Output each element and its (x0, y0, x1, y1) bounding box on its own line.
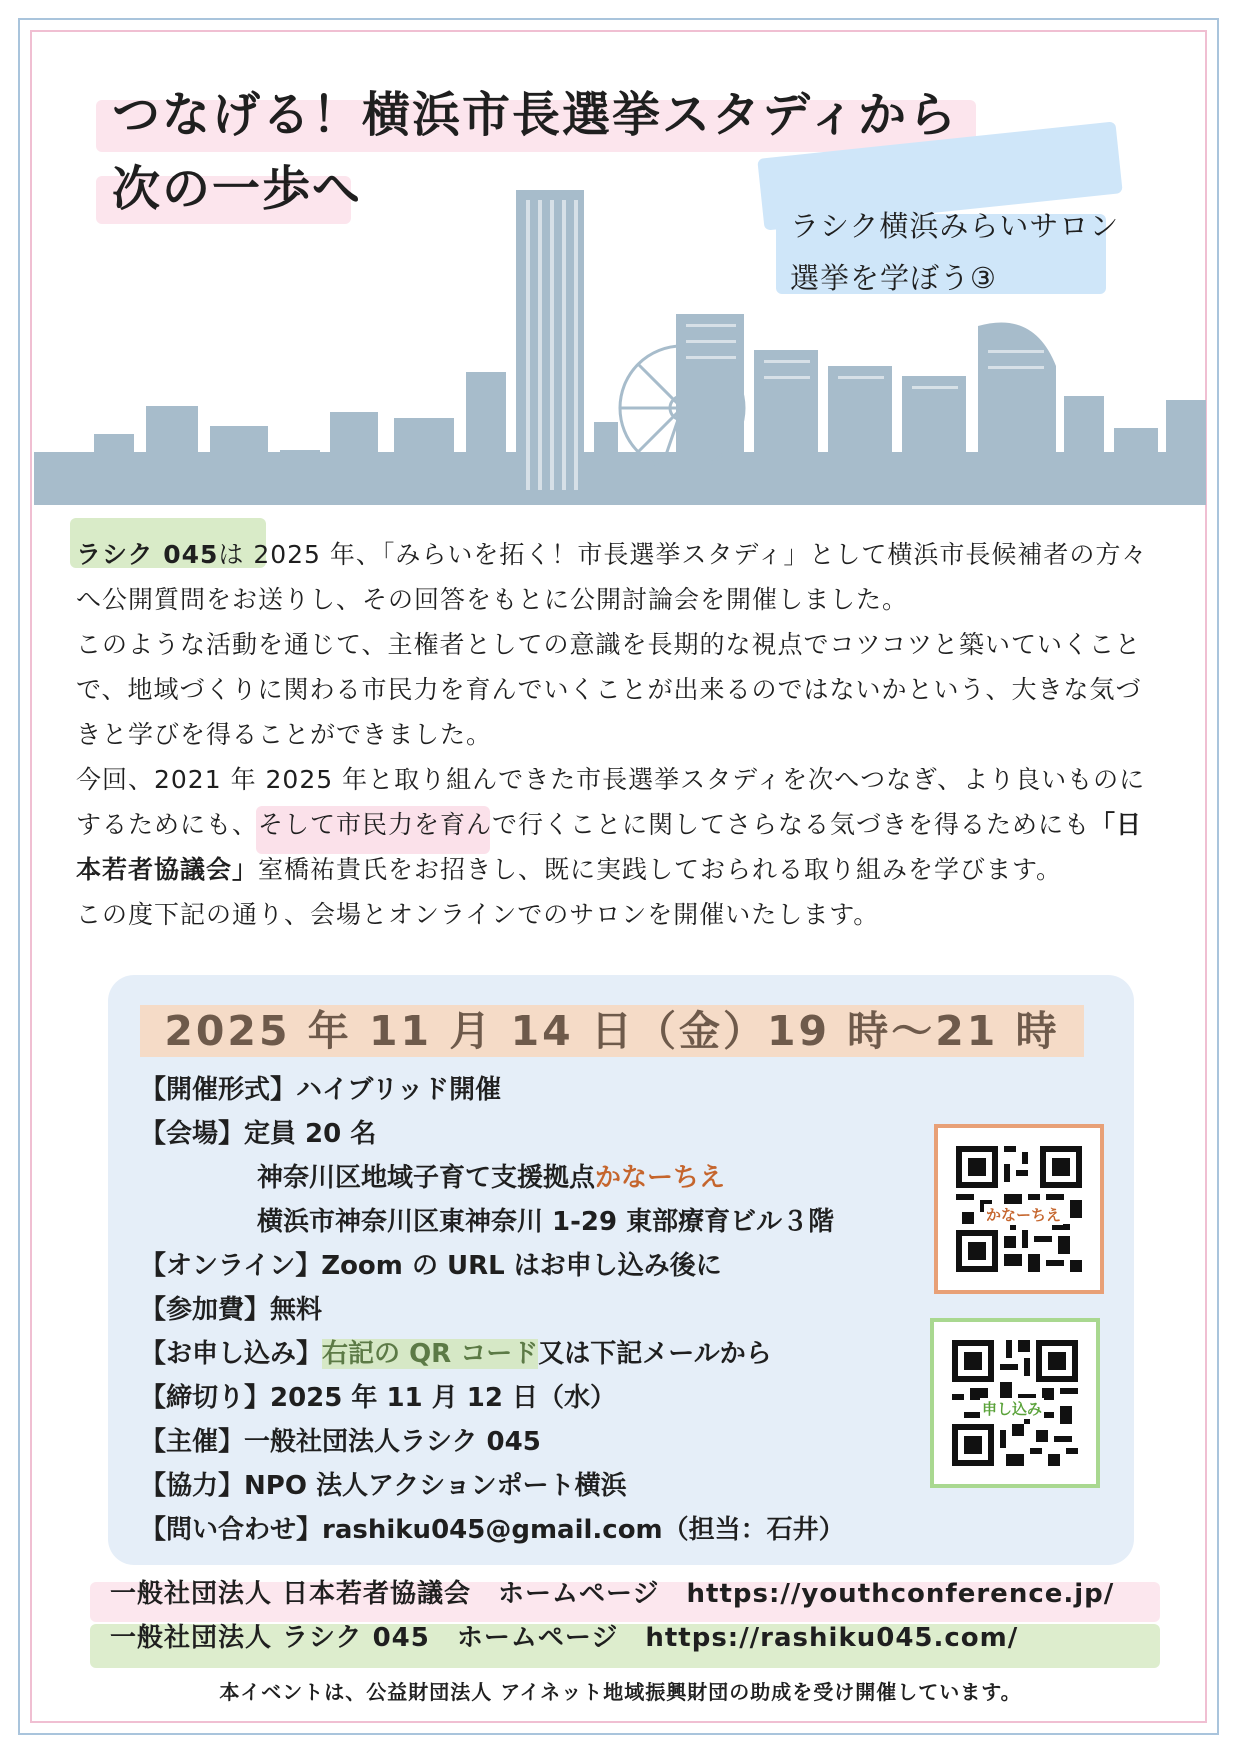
org-name: ラシク 045 (76, 540, 219, 569)
event-cooperation: 【協力】NPO 法人アクションポート横浜 (140, 1471, 627, 1501)
intro-paragraph-1-text: は 2025 年、「みらいを拓く！市長選挙スタディ」として横浜市長候補者の方々へ公開質問をお送りし、その回答をもとに公開討論会を開催しました。 (76, 540, 1148, 614)
title-line-2: 次の一歩へ (112, 161, 363, 217)
event-date: 2025 年 11 月 14 日（金）19 時〜21 時 (164, 1007, 1060, 1055)
grant-note: 本イベントは、公益財団法人 アイネット地域振興財団の助成を受け開催しています。 (219, 1680, 1022, 1704)
event-contact: 【問い合わせ】rashiku045@gmail.com（担当：石井） (140, 1515, 845, 1545)
apply-qr-reference: 右記の QR コード (322, 1339, 539, 1369)
footer-links (110, 1572, 1114, 1660)
venue-name-text: 神奈川区地域子育て支援拠点 (257, 1163, 596, 1193)
apply-qr-code[interactable] (930, 1318, 1100, 1488)
event-organizer: 【主催】一般社団法人ラシク 045 (140, 1427, 541, 1457)
youthconference-homepage-link[interactable]: 一般社団法人 日本若者協議会 ホームページ https://youthconference.jp/ (110, 1579, 1115, 1609)
intro-paragraph-1 (76, 532, 1166, 622)
event-deadline: 【締切り】2025 年 11 月 12 日（水） (140, 1383, 616, 1413)
yokohama-skyline-illustration (34, 190, 1206, 505)
apply-qr-label: 申し込み (982, 1400, 1043, 1418)
event-venue-name (140, 1156, 845, 1200)
intro-paragraph-3 (76, 757, 1166, 892)
apply-suffix: 又は下記メールから (538, 1339, 772, 1369)
venue-qr-label: かなーちえ (986, 1206, 1062, 1224)
intro-paragraph-3-text-b: 室橋祐貴氏をお招きし、既に実践しておられる取り組みを学びます。 (258, 855, 1063, 884)
rashiku-homepage-link[interactable]: 一般社団法人 ラシク 045 ホームページ https://rashiku045.com/ (110, 1623, 1019, 1653)
venue-qr-code[interactable] (934, 1124, 1104, 1294)
event-venue: 【会場】定員 20 名 (140, 1119, 377, 1149)
subtitle-line-2: 選挙を学ぼう③ (790, 261, 997, 295)
intro-paragraph-2: このような活動を通じて、主権者としての意識を長期的な視点でコツコツと築いていくことで、地域づくりに関わる市民力を育んでいくことが出来るのではないかという、大きな気づきと学びを得ることができました。 (76, 630, 1142, 749)
event-online: 【オンライン】Zoom の URL はお申し込み後に (140, 1251, 722, 1281)
event-venue-address: 横浜市神奈川区東神奈川 1-29 東部療育ビル３階 (257, 1207, 835, 1237)
event-fee: 【参加費】無料 (140, 1295, 323, 1325)
intro-paragraph-3-text-a: 今回、2021 年 2025 年と取り組んできた市長選挙スタディを次へつなぎ、より良いものにするためにも、そして市民力を育んで行くことに関してさらなる気づきを得るためにも (76, 765, 1146, 839)
title-line-1: つなげる！横浜市長選挙スタディから (112, 87, 959, 143)
venue-name-highlight: かなーちえ (595, 1163, 726, 1193)
apply-label: 【お申し込み】 (140, 1339, 323, 1369)
event-format: 【開催形式】ハイブリッド開催 (140, 1075, 502, 1105)
intro-paragraph-4: この度下記の通り、会場とオンラインでのサロンを開催いたします。 (76, 900, 880, 929)
intro-text (76, 532, 1166, 937)
event-details (140, 1068, 845, 1552)
event-apply (140, 1332, 845, 1376)
guest-org-name: 「日本若者協議会」 (76, 810, 1143, 884)
subtitle-line-1: ラシク横浜みらいサロン (790, 209, 1120, 243)
